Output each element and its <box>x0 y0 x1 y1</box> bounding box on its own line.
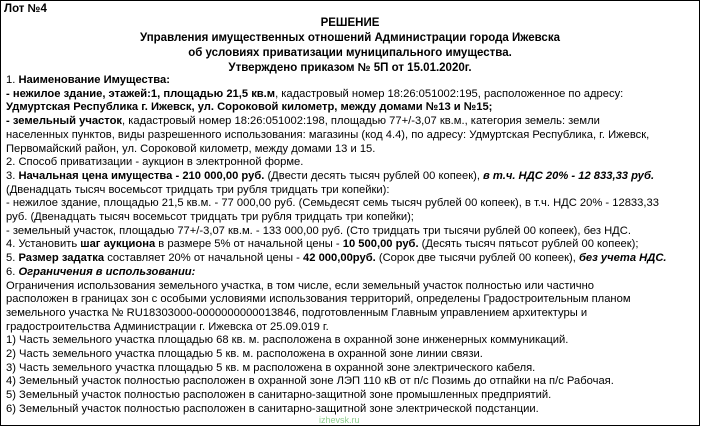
section-6-line-4: градостроительства Администрации г. Ижевска от 25.09.019 г. <box>6 320 329 333</box>
section-3-line-4: руб. (Двенадцать тысяч восемьсот тридцать три рубля тридцать три копейки); <box>6 211 414 224</box>
section-2: 2. Способ приватизации - аукцион в электронной форме. <box>6 156 304 169</box>
section-3-line-2: (Двенадцать тысяч восемьсот тридцать три рубля тридцать три копейки): <box>6 183 390 196</box>
header-line-2: об условиях приватизации муниципального имущества. <box>188 47 512 59</box>
section-1-heading: 1. Наименование Имущества: <box>6 74 170 86</box>
section-6-line-2: расположен в границах зон с особыми условиями использования территорий, определены Градостроительным планом <box>6 293 631 306</box>
restriction-item: 3) Часть земельного участка площадью 5 кв. м расположена в охранной зоне электрического кабеля. <box>6 361 536 374</box>
section-3-line-3: - нежилое здание, площадью 21,5 кв.м. - 77 000,00 руб. (Семьдесят семь тысяч рублей 00 копеек), в т.ч. НДС 20% - 12833,33 <box>6 197 659 210</box>
watermark-text: izhevsk.ru <box>319 415 360 425</box>
restriction-item: 2) Часть земельного участка площадью 5 кв. м. расположена в охранной зоне линии связи. <box>6 348 483 361</box>
header-line-3: Утверждено приказом № 5П от 15.01.2020г. <box>228 62 472 74</box>
restriction-item: 4) Земельный участок полностью расположен в охранной зоне ЛЭП 110 кВ от п/с Позимь до отпайки на п/с Рабочая. <box>6 375 614 388</box>
section-4: 4. Установить шаг аукциона в размере 5% от начальной цены - 10 500,00 руб. (Десять тысяч пятьсот рублей 00 копеек); <box>6 238 639 251</box>
section-6-line-1: Ограничения использования земельного участка, в том числе, если земельный участок полностью или частично <box>6 279 594 292</box>
land-line-2: населенных пунктов, виды разрешенного использования: магазины (код 4.4), по адресу: Удмуртская Республика, г. Ижевск, <box>6 128 650 141</box>
building-line: - нежилое здание, этажей:1, площадью 21,5 кв.м, кадастровый номер 18:26:051002:195, расположенное по адресу: <box>6 87 624 100</box>
restriction-item: 6) Земельный участок полностью расположен в санитарно-защитной зоне электрической подстанции. <box>6 402 539 415</box>
land-line-3: Первомайский район, ул. Сороковой километр, между домами 13 и 15. <box>6 142 376 155</box>
header-line-1: Управления имущественных отношений Администрации города Ижевска <box>140 32 560 44</box>
decision-title: РЕШЕНИЕ <box>320 17 380 29</box>
restriction-item: 5) Земельный участок полностью расположен в санитарно-защитной зоне промышленных предприятий. <box>6 389 552 402</box>
lot-number: Лот №4 <box>4 3 47 15</box>
document-header <box>1 16 699 76</box>
section-3-line-5: - земельный участок, площадью 77+/-3,07 кв.м. - 133 000,00 руб. (Сто тридцать три тысячи рублей 00 копеек), без НДС. <box>6 224 631 237</box>
section-6-line-3: земельного участка № RU18303000-0000000000013846, подготовленным Главным управлением архитектуры и <box>6 306 588 319</box>
section-6-heading: 6. Ограничения в использовании: <box>6 265 196 278</box>
section-5: 5. Размер задатка составляет 20% от начальной цены - 42 000,00руб. (Сорок две тысячи рублей 00 копеек), без учета НДС. <box>6 252 667 265</box>
document-body <box>6 74 694 417</box>
section-3-line-1: 3. Начальная цена имущества - 210 000,00 руб. (Двести десять тысяч рублей 00 копеек), в т.ч. НДС 20% - 12 833,33 руб. <box>6 169 655 182</box>
restriction-item: 1) Часть земельного участка площадью 68 кв. м. расположена в охранной зоне инженерных коммуникаций. <box>6 334 569 347</box>
land-line-1: - земельный участок, кадастровый номер 18:26:051002:198, площадью 77+/-3,07 кв.м., категория земель: земли <box>6 115 600 128</box>
building-address: Удмуртская Республика г. Ижевск, ул. Сороковой километр, между домами №13 и №15; <box>6 101 493 114</box>
